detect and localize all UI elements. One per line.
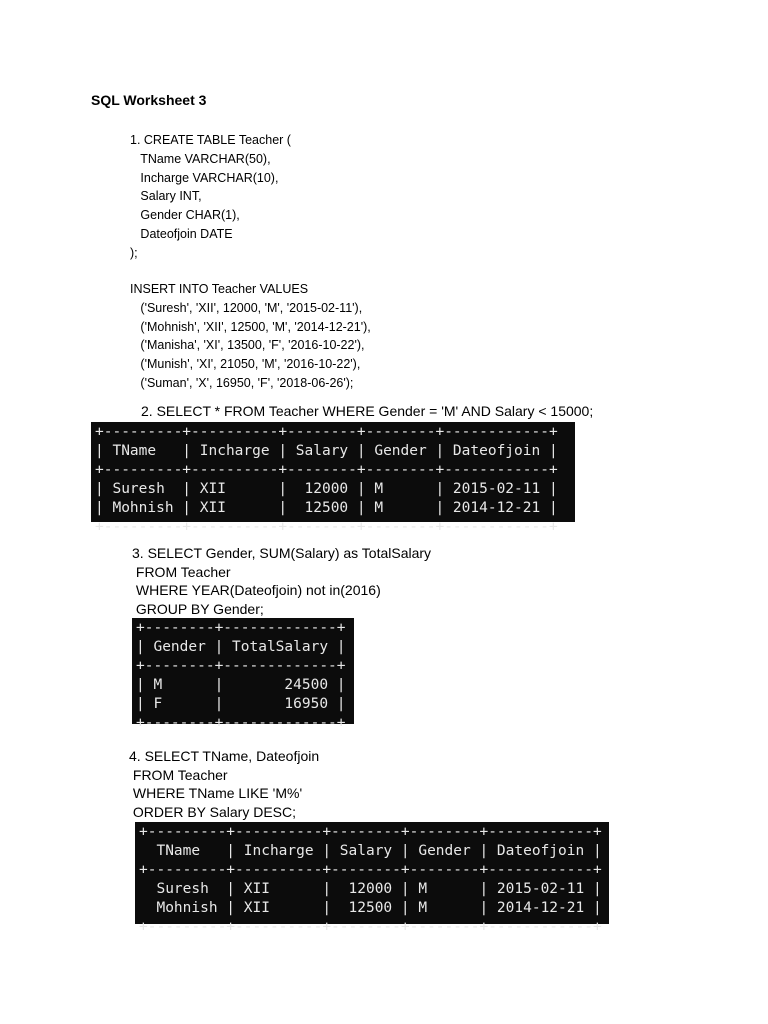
insert-statement [130, 280, 371, 393]
worksheet-title: SQL Worksheet 3 [91, 92, 207, 108]
code-line: ('Suresh', 'XII', 12000, 'M', '2015-02-11'), [130, 300, 363, 315]
result-line: +---------+----------+--------+--------+------------+ [95, 462, 558, 478]
query-line: GROUP BY Gender; [132, 600, 264, 617]
code-line: Incharge VARCHAR(10), [130, 170, 279, 185]
code-line: INSERT INTO Teacher VALUES [130, 282, 309, 296]
code-line: ('Munish', 'XI', 21050, 'M', '2016-10-22'), [130, 357, 361, 372]
result-line: | TName | Incharge | Salary | Gender | Dateofjoin | [95, 443, 558, 459]
result-line: | M | 24500 | [136, 677, 346, 693]
query-line: FROM Teacher [129, 766, 228, 783]
code-line: ('Mohnish', 'XII', 12500, 'M', '2014-12-21'), [130, 319, 371, 334]
code-line: ('Suman', 'X', 16950, 'F', '2018-06-26'); [130, 375, 354, 390]
result-line: Mohnish | XII | 12500 | M | 2014-12-21 | [139, 900, 602, 916]
result-line: +---------+----------+--------+--------+------------+ [95, 424, 558, 440]
query-line: WHERE TName LIKE 'M%' [129, 785, 303, 801]
query-4 [129, 747, 319, 821]
result-line: | F | 16950 | [136, 696, 346, 712]
result-line: | Suresh | XII | 12000 | M | 2015-02-11 | [95, 481, 558, 497]
code-line: 1. CREATE TABLE Teacher ( [130, 133, 291, 147]
result-line: +---------+----------+--------+--------+------------+ [139, 919, 602, 935]
query-2 [141, 402, 593, 421]
result-line: | Mohnish | XII | 12500 | M | 2014-12-21 | [95, 500, 558, 516]
create-table-statement [130, 131, 291, 263]
code-line: ('Manisha', 'XI', 13500, 'F', '2016-10-22'), [130, 338, 365, 353]
result-line: | Gender | TotalSalary | [136, 639, 346, 655]
query-line: 4. SELECT TName, Dateofjoin [129, 748, 320, 764]
query-line: 3. SELECT Gender, SUM(Salary) as TotalSalary [132, 545, 432, 561]
query-line: FROM Teacher [132, 563, 231, 580]
query-3-result [132, 618, 354, 731]
result-line: Suresh | XII | 12000 | M | 2015-02-11 | [139, 881, 602, 897]
query-3 [132, 544, 431, 618]
result-line: +---------+----------+--------+--------+------------+ [139, 862, 602, 878]
result-line: +--------+-------------+ [136, 658, 346, 674]
query-line: ORDER BY Salary DESC; [129, 803, 297, 820]
code-line: TName VARCHAR(50), [130, 151, 271, 166]
query-2-result [91, 422, 575, 535]
code-line: Dateofjoin DATE [130, 226, 233, 241]
result-line: +--------+-------------+ [136, 620, 346, 636]
query-4-result [135, 822, 609, 935]
code-line: Salary INT, [130, 189, 202, 204]
result-line: +---------+----------+--------+--------+------------+ [139, 824, 602, 840]
query-line: WHERE YEAR(Dateofjoin) not in(2016) [132, 582, 381, 598]
result-line: +--------+-------------+ [136, 715, 346, 731]
code-line: Gender CHAR(1), [130, 208, 240, 223]
query-line: 2. SELECT * FROM Teacher WHERE Gender = 'M' AND Salary < 15000; [141, 403, 594, 419]
result-line: +---------+----------+--------+--------+------------+ [95, 519, 558, 535]
code-line: ); [130, 245, 138, 260]
result-line: TName | Incharge | Salary | Gender | Dateofjoin | [139, 843, 602, 859]
